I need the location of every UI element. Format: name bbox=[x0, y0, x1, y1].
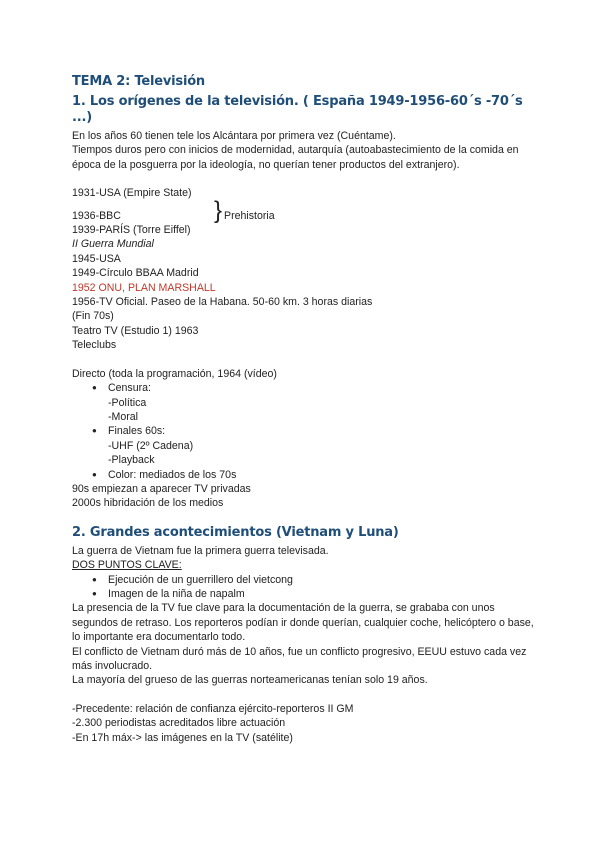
section1-bullet-list bbox=[72, 381, 542, 482]
timeline-item: Teleclubs bbox=[72, 339, 117, 352]
section2-heading: 2. Grandes acontecimientos (Vietnam y Luna) bbox=[72, 524, 399, 540]
timeline-item: 1939-PARÍS (Torre Eiffel) bbox=[72, 224, 191, 237]
document-content bbox=[72, 74, 542, 745]
timeline-item: Teatro TV (Estudio 1) 1963 bbox=[72, 324, 199, 337]
note-line: -En 17h máx-> las imágenes en la TV (satélite) bbox=[72, 731, 293, 744]
list-item: ● Censura: bbox=[72, 381, 542, 395]
section2-line-1: La guerra de Vietnam fue la primera guerra televisada. bbox=[72, 544, 329, 557]
section1-heading: 1. Los orígenes de la televisión. ( España 1949-1956-60´s -70´s ...) bbox=[72, 94, 523, 125]
timeline-item: 1936-BBC bbox=[72, 209, 121, 222]
list-subitem: -UHF (2º Cadena) bbox=[108, 439, 194, 452]
keypoints-label: DOS PUNTOS CLAVE: bbox=[72, 559, 182, 572]
section2-paragraph-3: La mayoría del grueso de las guerras norteamericanas tenían solo 19 años. bbox=[72, 674, 428, 687]
list-item: ● Color: mediados de los 70s bbox=[72, 468, 542, 482]
section2-paragraph-1: La presencia de la TV fue clave para la documentación de la guerra, se grababa con unos segundos de retraso. Los reporteros podían ir donde querían, cualquier coche, helicóptero o base, lo importante era documentarlo todo. bbox=[72, 602, 534, 644]
list-item: ● Finales 60s: bbox=[72, 424, 542, 438]
document-title: TEMA 2: Televisión bbox=[72, 74, 205, 89]
after-line-1: 90s empiezan a aparecer TV privadas bbox=[72, 482, 251, 495]
timeline-brace-row bbox=[72, 196, 542, 224]
list-item: ● Ejecución de un guerrillero del vietcong bbox=[72, 573, 542, 587]
after-line-2: 2000s hibridación de los medios bbox=[72, 497, 224, 510]
timeline-item: 1949-Círculo BBAA Madrid bbox=[72, 267, 199, 280]
timeline-item: 1931-USA (Empire State) bbox=[72, 187, 192, 200]
prehistoria-label: Prehistoria bbox=[224, 209, 275, 222]
list-subitem: -Playback bbox=[108, 454, 155, 467]
timeline-item: 1952 ONU, PLAN MARSHALL bbox=[72, 281, 216, 294]
direct-line: Directo (toda la programación, 1964 (vídeo) bbox=[72, 367, 277, 380]
list-subitem: -Política bbox=[108, 396, 147, 409]
list-subitem: -Moral bbox=[108, 410, 139, 423]
timeline-item: 1956-TV Oficial. Paseo de la Habana. 50-60 km. 3 horas diarias bbox=[72, 296, 373, 309]
section1-intro-2: Tiempos duros pero con inicios de modernidad, autarquía (autoabastecimiento de la comida en época de la posguerra por la ideología, no querían tener productos del extranjero). bbox=[72, 144, 519, 171]
section2-bullet-list bbox=[72, 573, 542, 602]
list-item: ● Imagen de la niña de napalm bbox=[72, 587, 542, 601]
note-line: -Precedente: relación de confianza ejército-reporteros II GM bbox=[72, 702, 354, 715]
note-line: -2.300 periodistas acreditados libre actuación bbox=[72, 717, 286, 730]
curly-brace-icon: } bbox=[214, 196, 223, 224]
timeline-item: (Fin 70s) bbox=[72, 310, 114, 323]
section2-paragraph-2: El conflicto de Vietnam duró más de 10 años, fue un conflicto progresivo, EEUU estuvo cada vez más involucrado. bbox=[72, 645, 527, 672]
timeline-item: 1945-USA bbox=[72, 252, 121, 265]
timeline-item: II Guerra Mundial bbox=[72, 238, 154, 251]
section1-intro-1: En los años 60 tienen tele los Alcántara por primera vez (Cuéntame). bbox=[72, 130, 396, 142]
